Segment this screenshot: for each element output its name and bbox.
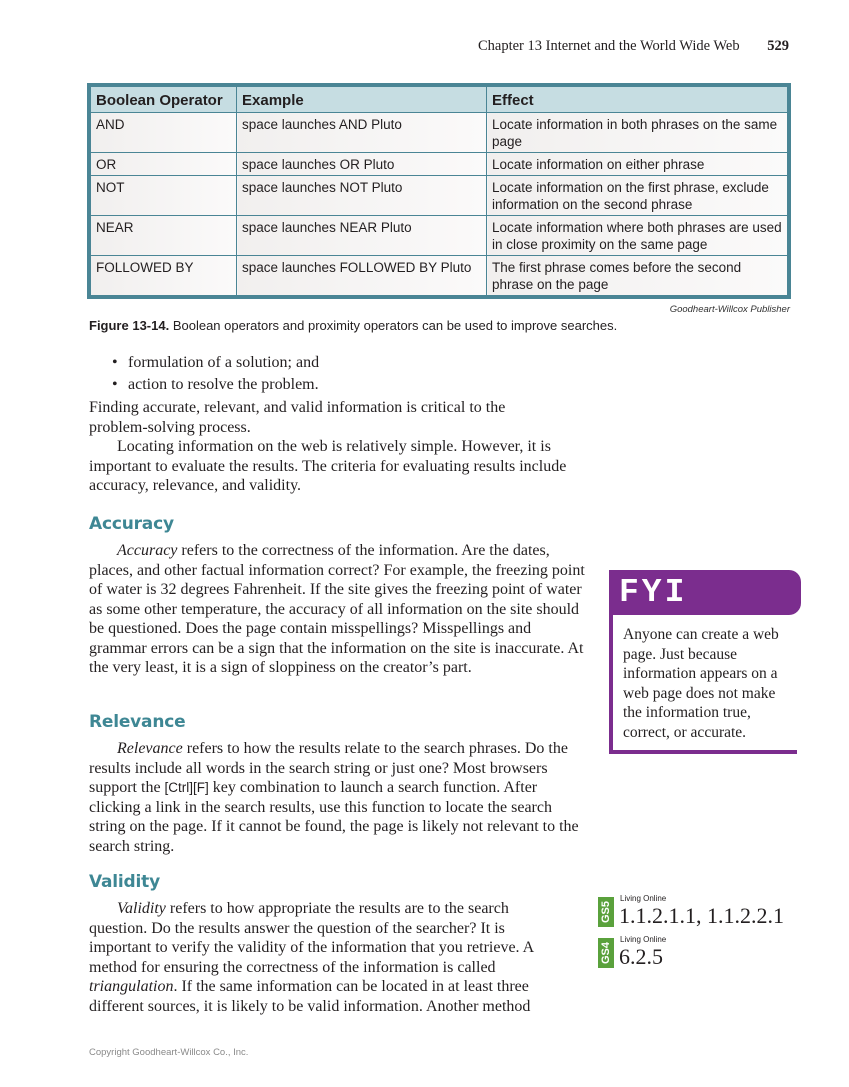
gs4-badge-label: GS4 [600,941,613,965]
operator-cell: NOT [91,176,237,216]
fyi-header [609,570,801,615]
gs4-category: Living Online [620,935,667,944]
bullet-list [112,352,319,396]
operator-cell: AND [91,113,237,153]
fyi-body: Anyone can create a web page. Just because information appears on a web page does not make the information true, correct, or accurate. [609,615,797,754]
example-cell: space launches OR Pluto [237,153,487,176]
table-header-row [91,87,787,113]
example-cell: space launches AND Pluto [237,113,487,153]
validity-text-a: refers to how appropriate the results are to the search question. Do the results answer the question of the searcher? It is important to verify the validity of the information that you retrieve. A method for ensuring the correctness of the information is called [89,900,534,976]
accuracy-section [89,541,587,678]
term-validity: Validity [117,900,166,917]
table-row [91,256,787,296]
term-relevance: Relevance [117,740,183,757]
example-cell: space launches FOLLOWED BY Pluto [237,256,487,296]
boolean-operators-table [87,83,791,299]
gs5-badge-label: GS5 [600,900,613,924]
operator-cell: OR [91,153,237,176]
effect-cell: The first phrase comes before the second phrase on the page [487,256,788,296]
list-item: • action to resolve the problem. [112,374,319,396]
table-row [91,216,787,256]
table-row [91,153,787,176]
intro-block [89,398,567,496]
list-item: • formulation of a solution; and [112,352,319,374]
validity-section [89,899,559,1016]
gs5-objectives: 1.1.2.1.1, 1.1.2.2.1 [619,903,784,928]
intro-paragraph-2: Locating information on the web is relatively simple. However, it is important to evaluate the results. The criteria for evaluating results include accuracy, relevance, and validity. [89,438,567,494]
section-heading-accuracy: Accuracy [89,514,174,534]
page-number: 529 [767,38,789,54]
relevance-text-a: refers to how the results relate to the search phrases. Do the results include all words in the search string or just one? Most browsers support the [89,740,568,796]
term-triangulation: triangulation [89,978,174,995]
figure-label: Figure 13-14. [89,318,170,333]
effect-cell: Locate information in both phrases on the same page [487,113,788,153]
example-cell: space launches NOT Pluto [237,176,487,216]
table-row [91,176,787,216]
column-header-operator: Boolean Operator [91,87,237,113]
relevance-paragraph [89,739,589,856]
accuracy-paragraph [89,541,587,678]
term-accuracy: Accuracy [117,542,178,559]
table-row [91,113,787,153]
section-heading-validity: Validity [89,872,160,892]
intro-paragraph-1: Finding accurate, relevant, and valid information is critical to the problem-solving process. [89,399,506,436]
copyright-footer: Copyright Goodheart-Willcox Co., Inc. [89,1047,249,1058]
accuracy-text: refers to the correctness of the information. Are the dates, places, and other factual information correct? For example, the freezing point of water is 32 degrees Fahrenheit. If the site gives the freezing point of water as some other temperature, the accuracy of all information on the site should be questioned. Does the page contain misspellings? Misspellings and grammar errors can be a sign that the information on the site is inaccurate. At the very least, it is a sign of sloppiness on the creator’s part. [89,542,585,676]
running-head [478,38,789,55]
relevance-text-b: key combination to launch a search function. After clicking a link in the search results, use this function to locate the search string on the page. If it cannot be found, the page is likely not relevant to the search string. [89,779,579,855]
validity-paragraph [89,899,559,1016]
gs4-badge [598,938,614,968]
figure-caption-text: Boolean operators and proximity operators can be used to improve searches. [169,318,618,333]
gs4-objectives: 6.2.5 [619,944,663,969]
gs5-badge [598,897,614,927]
column-header-example: Example [237,87,487,113]
chapter-title: Chapter 13 Internet and the World Wide Web [477,38,740,54]
operator-cell: FOLLOWED BY [91,256,237,296]
effect-cell: Locate information where both phrases are used in close proximity on the same page [487,216,788,256]
gs5-category: Living Online [620,894,667,903]
fyi-sidebar [609,570,801,754]
fyi-title: FYI [619,574,688,611]
validity-text-b: . If the same information can be located in at least three different sources, it is likely to be valid information. Another method [89,978,531,1015]
column-header-effect: Effect [487,87,788,113]
example-cell: space launches NEAR Pluto [237,216,487,256]
figure-caption [89,318,617,333]
keyboard-shortcut: [Ctrl][F] [164,780,209,795]
effect-cell: Locate information on the first phrase, exclude information on the second phrase [487,176,788,216]
effect-cell: Locate information on either phrase [487,153,788,176]
operator-cell: NEAR [91,216,237,256]
section-heading-relevance: Relevance [89,712,186,732]
relevance-section [89,739,589,856]
figure-credit: Goodheart-Willcox Publisher [669,304,790,315]
